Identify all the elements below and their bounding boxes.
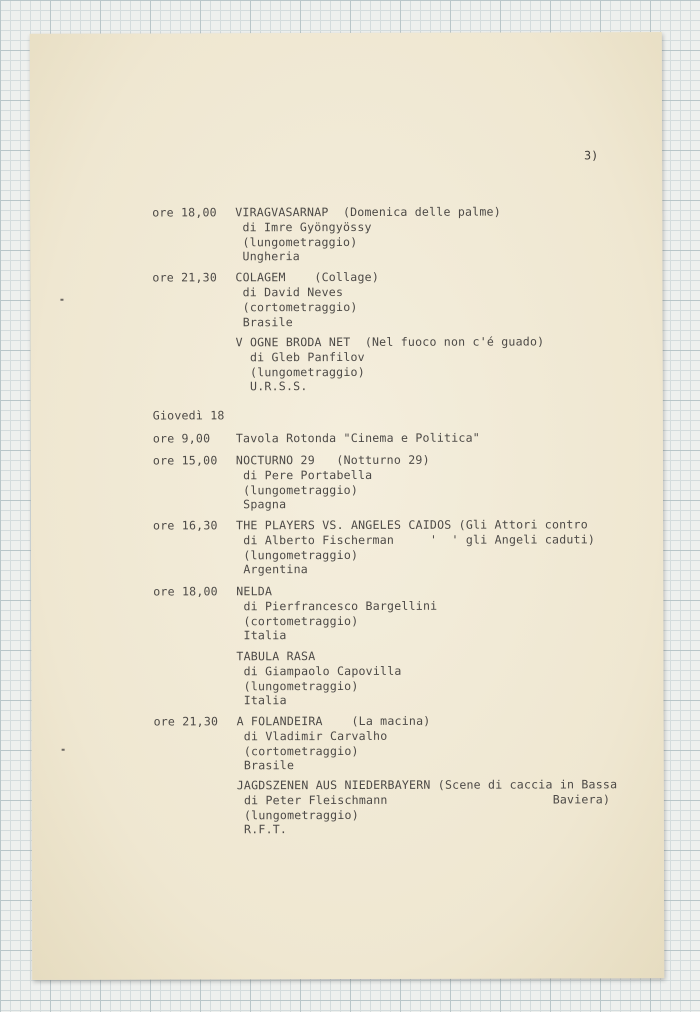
film-title: VIRAGVASARNAP (Domenica delle palme) [235,204,501,220]
screening-time: ore 18,00 [153,584,218,599]
film-country: Italia [236,628,287,643]
film-title: NELDA [236,584,273,599]
film-format: (cortometraggio) [236,613,359,629]
page-number: 3) [584,148,599,163]
margin-mark [62,749,65,751]
film-director: di Peter Fleischmann Baviera) [236,792,611,808]
film-format: (lungometraggio) [235,364,365,380]
film-format: (cortometraggio) [236,743,359,759]
film-country: Italia [236,693,287,708]
film-title: JAGDSZENEN AUS NIEDERBAYERN (Scene di caccia in Bassa [236,777,618,793]
film-country: Brasile [235,315,293,330]
screening-time: ore 15,00 [152,453,218,468]
screening-time: ore 21,30 [153,714,219,729]
event-title: Tavola Rotonda "Cinema e Politica" [235,430,480,446]
film-director: di Gleb Panfilov [235,349,365,365]
film-format: (lungometraggio) [235,482,359,498]
film-country: Brasile [236,758,295,773]
film-title: THE PLAYERS VS. ANGELES CAIDOS (Gli Attori contro [236,517,588,533]
film-director: di Pere Portabella [235,467,373,483]
film-director: di Alberto Fischerman ' ' gli Angeli caduti) [236,532,596,548]
film-director: di Imre Gyöngyössy [235,219,372,235]
film-title: NOCTURNO 29 (Notturno 29) [235,452,430,468]
film-country: Ungheria [235,249,300,264]
film-country: R.F.T. [236,822,288,837]
film-title: A FOLANDEIRA (La macina) [236,713,431,729]
film-format: (lungometraggio) [235,234,358,250]
film-format: (cortometraggio) [235,299,358,315]
film-format: (lungometraggio) [236,678,359,694]
typewritten-page [30,32,664,980]
film-country: Spagna [235,497,287,512]
film-format: (lungometraggio) [236,807,359,823]
film-country: U.R.S.S. [235,379,308,394]
film-title: COLAGEM (Collage) [235,269,380,285]
film-director: di David Neves [235,285,344,300]
day-heading: Giovedì 18 [152,408,225,423]
screening-time: ore 21,30 [152,270,218,285]
film-title: TABULA RASA [236,649,316,664]
film-director: di Vladimir Carvalho [236,728,388,744]
film-director: di Giampaolo Capovilla [236,663,402,679]
screening-time: ore 16,30 [153,518,218,533]
film-country: Argentina [236,562,308,577]
film-format: (lungometraggio) [236,547,359,563]
film-title: V OGNE BRODA NET (Nel fuoco non c'é guado) [235,334,545,350]
margin-mark [60,299,63,301]
screening-time: ore 18,00 [152,205,217,220]
screening-time: ore 9,00 [152,431,211,446]
film-director: di Pierfrancesco Bargellini [236,598,438,614]
